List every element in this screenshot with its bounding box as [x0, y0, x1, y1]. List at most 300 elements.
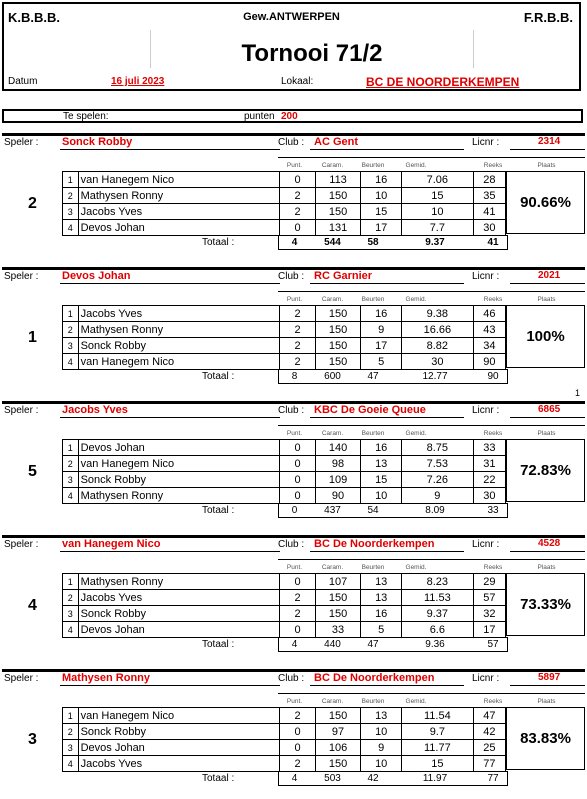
results-table	[62, 171, 506, 236]
cell-gemid: 15	[401, 188, 473, 204]
total-p: 0	[291, 505, 298, 516]
player-club: AC Gent	[314, 136, 358, 148]
cell-beurten: 13	[361, 708, 402, 724]
cell-punt: 0	[280, 440, 315, 456]
cell-beurten: 9	[361, 740, 402, 756]
federation-right: F.R.B.B.	[523, 10, 573, 25]
row-number: 1	[63, 306, 79, 322]
opponent-name: Sonck Robby	[78, 472, 280, 488]
cell-gemid: 11.77	[401, 740, 473, 756]
cell-punt: 0	[280, 574, 315, 590]
col-header-caram: Caram.	[321, 564, 344, 571]
cell-caram: 97	[315, 724, 361, 740]
cell-gemid: 10	[401, 204, 473, 220]
cell-beurten: 16	[361, 440, 402, 456]
row-number: 2	[63, 724, 79, 740]
results-table	[62, 573, 506, 638]
opponent-name: van Hanegem Nico	[78, 456, 280, 472]
cell-caram: 140	[315, 440, 361, 456]
player-rank: 4	[28, 597, 37, 614]
col-header-caram: Caram.	[321, 296, 344, 303]
player-club: RC Garnier	[314, 270, 373, 282]
header-rule	[278, 291, 585, 292]
cell-reeks: 46	[473, 306, 505, 322]
club-underline	[310, 551, 464, 552]
total-p: 4	[291, 237, 298, 248]
cell-caram: 150	[315, 322, 361, 338]
speler-label: Speler :	[4, 405, 39, 416]
col-header-beurten: Beurten	[361, 698, 385, 705]
total-c: 503	[324, 773, 341, 784]
speler-label: Speler :	[4, 271, 39, 282]
row-number: 2	[63, 322, 79, 338]
cell-caram: 131	[315, 220, 361, 236]
total-p: 8	[291, 371, 298, 382]
cell-gemid: 11.53	[401, 590, 473, 606]
cell-gemid: 8.23	[401, 574, 473, 590]
total-b: 47	[367, 371, 379, 382]
date-value: 16 juli 2023	[111, 76, 165, 87]
cell-reeks: 25	[473, 740, 505, 756]
total-r: 57	[487, 639, 499, 650]
cell-reeks: 28	[473, 172, 505, 188]
header-rule	[278, 693, 585, 694]
col-header-beurten: Beurten	[361, 430, 385, 437]
row-number: 4	[63, 354, 79, 370]
col-header-caram: Caram.	[321, 698, 344, 705]
player-name: Mathysen Ronny	[62, 672, 151, 684]
cell-beurten: 16	[361, 306, 402, 322]
col-header-caram: Caram.	[321, 162, 344, 169]
col-header-beurten: Beurten	[361, 162, 385, 169]
col-header-reeks: Reeks	[483, 430, 503, 437]
table-row	[63, 188, 506, 204]
header-rule	[278, 425, 585, 426]
cell-beurten: 10	[361, 188, 402, 204]
table-row	[63, 322, 506, 338]
col-header-reeks: Reeks	[483, 698, 503, 705]
name-underline	[60, 283, 280, 284]
table-row	[63, 306, 506, 322]
player-licnr: 4528	[538, 538, 561, 549]
player-name: Sonck Robby	[62, 136, 133, 148]
opponent-name: Mathysen Ronny	[78, 574, 280, 590]
cell-reeks: 22	[473, 472, 505, 488]
te-spelen-label: Te spelen:	[63, 111, 109, 122]
cell-caram: 150	[315, 306, 361, 322]
cell-caram: 106	[315, 740, 361, 756]
cell-beurten: 13	[361, 590, 402, 606]
table-row	[63, 456, 506, 472]
player-block	[2, 401, 585, 531]
cell-reeks: 29	[473, 574, 505, 590]
club-underline	[310, 417, 464, 418]
cell-beurten: 16	[361, 172, 402, 188]
cell-gemid: 7.26	[401, 472, 473, 488]
cell-gemid: 8.75	[401, 440, 473, 456]
cell-gemid: 7.53	[401, 456, 473, 472]
total-c: 440	[324, 639, 341, 650]
licnr-underline	[510, 417, 585, 418]
opponent-name: Devos Johan	[78, 220, 280, 236]
cell-reeks: 31	[473, 456, 505, 472]
opponent-name: Sonck Robby	[78, 338, 280, 354]
totaal-label: Totaal :	[202, 505, 235, 516]
results-table	[62, 707, 506, 772]
total-r: 41	[487, 237, 499, 248]
licnr-underline	[510, 685, 585, 686]
total-g: 8.09	[425, 505, 445, 516]
venue-value: BC DE NOORDERKEMPEN	[366, 75, 520, 89]
player-block	[2, 133, 585, 263]
licnr-label: Licnr :	[472, 673, 500, 684]
opponent-name: Mathysen Ronny	[78, 488, 280, 504]
cell-caram: 150	[315, 354, 361, 370]
total-g: 11.97	[422, 773, 448, 784]
cell-beurten: 15	[361, 472, 402, 488]
cell-punt: 2	[280, 204, 315, 220]
total-g: 12.77	[422, 371, 448, 382]
cell-reeks: 43	[473, 322, 505, 338]
total-b: 54	[367, 505, 379, 516]
cell-beurten: 5	[361, 622, 402, 638]
cell-gemid: 9.37	[401, 606, 473, 622]
cell-beurten: 17	[361, 220, 402, 236]
row-number: 3	[63, 338, 79, 354]
cell-caram: 150	[315, 204, 361, 220]
table-row	[63, 440, 506, 456]
col-header-punt: Punt.	[286, 698, 303, 705]
row-number: 3	[63, 740, 79, 756]
totaal-label: Totaal :	[202, 237, 235, 248]
table-row	[63, 172, 506, 188]
cell-reeks: 30	[473, 220, 505, 236]
player-licnr: 6865	[538, 404, 561, 415]
col-header-gemid: Gemid.	[405, 698, 427, 705]
cell-punt: 2	[280, 188, 315, 204]
table-row	[63, 606, 506, 622]
cell-caram: 150	[315, 606, 361, 622]
cell-punt: 2	[280, 306, 315, 322]
table-row	[63, 472, 506, 488]
row-number: 4	[63, 756, 79, 772]
row-number: 1	[63, 574, 79, 590]
cell-reeks: 34	[473, 338, 505, 354]
table-row	[63, 354, 506, 370]
cell-gemid: 8.82	[401, 338, 473, 354]
name-underline	[60, 149, 280, 150]
opponent-name: van Hanegem Nico	[78, 172, 280, 188]
cell-caram: 90	[315, 488, 361, 504]
total-b: 42	[367, 773, 379, 784]
player-block	[2, 267, 585, 397]
totals-box	[278, 369, 508, 384]
cell-beurten: 5	[361, 354, 402, 370]
player-licnr: 5897	[538, 672, 561, 683]
cell-caram: 33	[315, 622, 361, 638]
cell-beurten: 10	[361, 488, 402, 504]
col-header-gemid: Gemid.	[405, 430, 427, 437]
player-rank: 2	[28, 195, 37, 212]
player-rank: 1	[28, 329, 37, 346]
cell-reeks: 41	[473, 204, 505, 220]
row-number: 1	[63, 708, 79, 724]
col-header-gemid: Gemid.	[405, 296, 427, 303]
totaal-label: Totaal :	[202, 639, 235, 650]
col-header-plaats: Plaats	[537, 564, 556, 571]
player-club: BC De Noorderkempen	[314, 672, 435, 684]
row-number: 3	[63, 472, 79, 488]
cell-reeks: 42	[473, 724, 505, 740]
cell-caram: 150	[315, 756, 361, 772]
opponent-name: Devos Johan	[78, 740, 280, 756]
col-header-reeks: Reeks	[483, 296, 503, 303]
player-percentage: 100%	[526, 328, 565, 345]
cell-beurten: 17	[361, 338, 402, 354]
cell-reeks: 30	[473, 488, 505, 504]
table-row	[63, 220, 506, 236]
opponent-name: Jacobs Yves	[78, 590, 280, 606]
player-percentage: 72.83%	[520, 462, 571, 479]
club-label: Club :	[278, 137, 305, 148]
total-c: 544	[324, 237, 341, 248]
cell-caram: 109	[315, 472, 361, 488]
total-c: 437	[324, 505, 341, 516]
federation-left: K.B.B.B.	[8, 10, 60, 25]
cell-punt: 2	[280, 590, 315, 606]
cell-punt: 2	[280, 708, 315, 724]
opponent-name: van Hanegem Nico	[78, 354, 280, 370]
player-percentage: 90.66%	[520, 194, 571, 211]
cell-punt: 2	[280, 756, 315, 772]
player-name: van Hanegem Nico	[62, 538, 161, 550]
cell-reeks: 90	[473, 354, 505, 370]
licnr-label: Licnr :	[472, 271, 500, 282]
total-p: 4	[291, 773, 298, 784]
row-number: 2	[63, 590, 79, 606]
cell-gemid: 7.06	[401, 172, 473, 188]
col-header-beurten: Beurten	[361, 564, 385, 571]
player-block	[2, 535, 585, 665]
opponent-name: van Hanegem Nico	[78, 708, 280, 724]
col-header-reeks: Reeks	[483, 162, 503, 169]
name-underline	[60, 685, 280, 686]
cell-punt: 0	[280, 220, 315, 236]
table-row	[63, 488, 506, 504]
table-row	[63, 622, 506, 638]
speler-label: Speler :	[4, 673, 39, 684]
opponent-name: Devos Johan	[78, 440, 280, 456]
total-r: 33	[487, 505, 499, 516]
row-number: 3	[63, 606, 79, 622]
licnr-label: Licnr :	[472, 137, 500, 148]
opponent-name: Jacobs Yves	[78, 306, 280, 322]
club-underline	[310, 283, 464, 284]
cell-reeks: 47	[473, 708, 505, 724]
table-row	[63, 590, 506, 606]
opponent-name: Sonck Robby	[78, 606, 280, 622]
club-label: Club :	[278, 271, 305, 282]
cell-beurten: 13	[361, 456, 402, 472]
col-header-beurten: Beurten	[361, 296, 385, 303]
player-percentage: 73.33%	[520, 596, 571, 613]
cell-caram: 150	[315, 708, 361, 724]
cell-punt: 0	[280, 456, 315, 472]
col-header-plaats: Plaats	[537, 296, 556, 303]
name-underline	[60, 417, 280, 418]
player-licnr: 2314	[538, 136, 561, 147]
licnr-underline	[510, 551, 585, 552]
player-rank: 3	[28, 731, 37, 748]
total-b: 58	[367, 237, 379, 248]
opponent-name: Jacobs Yves	[78, 756, 280, 772]
row-number: 3	[63, 204, 79, 220]
punten-value: 200	[281, 111, 298, 122]
row-number: 1	[63, 172, 79, 188]
cell-gemid: 6.6	[401, 622, 473, 638]
header-rule	[278, 559, 585, 560]
table-row	[63, 740, 506, 756]
cell-punt: 0	[280, 724, 315, 740]
club-underline	[310, 149, 464, 150]
col-header-punt: Punt.	[286, 564, 303, 571]
te-spelen-bar	[2, 109, 583, 123]
speler-label: Speler :	[4, 137, 39, 148]
cell-punt: 2	[280, 606, 315, 622]
cell-punt: 2	[280, 354, 315, 370]
cell-reeks: 17	[473, 622, 505, 638]
punten-label: punten	[244, 111, 275, 122]
col-header-punt: Punt.	[286, 162, 303, 169]
licnr-underline	[510, 283, 585, 284]
player-name: Jacobs Yves	[62, 404, 128, 416]
col-header-plaats: Plaats	[537, 162, 556, 169]
cell-reeks: 35	[473, 188, 505, 204]
row-number: 1	[63, 440, 79, 456]
cell-beurten: 10	[361, 756, 402, 772]
totals-box	[278, 503, 508, 518]
cell-beurten: 15	[361, 204, 402, 220]
player-licnr: 2021	[538, 270, 561, 281]
col-header-reeks: Reeks	[483, 564, 503, 571]
table-row	[63, 204, 506, 220]
club-label: Club :	[278, 673, 305, 684]
opponent-name: Mathysen Ronny	[78, 322, 280, 338]
totals-box	[278, 771, 508, 786]
cell-caram: 107	[315, 574, 361, 590]
cell-caram: 150	[315, 590, 361, 606]
totals-box	[278, 637, 508, 652]
row-number: 2	[63, 188, 79, 204]
opponent-name: Jacobs Yves	[78, 204, 280, 220]
results-table	[62, 305, 506, 370]
cell-punt: 2	[280, 322, 315, 338]
header-rule	[278, 157, 585, 158]
cell-caram: 150	[315, 338, 361, 354]
table-row	[63, 708, 506, 724]
header-box	[2, 2, 581, 91]
cell-gemid: 9	[401, 488, 473, 504]
cell-punt: 0	[280, 622, 315, 638]
player-club: KBC De Goeie Queue	[314, 404, 426, 416]
cell-punt: 0	[280, 740, 315, 756]
cell-gemid: 9.7	[401, 724, 473, 740]
col-header-plaats: Plaats	[537, 698, 556, 705]
cell-beurten: 16	[361, 606, 402, 622]
row-number: 4	[63, 220, 79, 236]
table-row	[63, 724, 506, 740]
player-rank: 5	[28, 463, 37, 480]
cell-punt: 0	[280, 488, 315, 504]
licnr-label: Licnr :	[472, 539, 500, 550]
row-number: 2	[63, 456, 79, 472]
region-name: Gew.ANTWERPEN	[243, 11, 340, 23]
name-underline	[60, 551, 280, 552]
tournament-title: Tornooi 71/2	[150, 30, 474, 68]
cell-beurten: 13	[361, 574, 402, 590]
cell-punt: 2	[280, 338, 315, 354]
opponent-name: Mathysen Ronny	[78, 188, 280, 204]
cell-gemid: 7.7	[401, 220, 473, 236]
col-header-punt: Punt.	[286, 430, 303, 437]
totals-box	[278, 235, 508, 250]
cell-gemid: 15	[401, 756, 473, 772]
venue-label: Lokaal:	[281, 76, 314, 87]
cell-reeks: 33	[473, 440, 505, 456]
col-header-gemid: Gemid.	[405, 162, 427, 169]
club-label: Club :	[278, 405, 305, 416]
opponent-name: Sonck Robby	[78, 724, 280, 740]
cell-beurten: 9	[361, 322, 402, 338]
cell-caram: 98	[315, 456, 361, 472]
cell-gemid: 9.38	[401, 306, 473, 322]
table-row	[63, 756, 506, 772]
speler-label: Speler :	[4, 539, 39, 550]
col-header-caram: Caram.	[321, 430, 344, 437]
cell-gemid: 30	[401, 354, 473, 370]
club-label: Club :	[278, 539, 305, 550]
cell-beurten: 10	[361, 724, 402, 740]
cell-gemid: 11.54	[401, 708, 473, 724]
total-r: 90	[487, 371, 499, 382]
date-label: Datum	[8, 76, 38, 87]
total-r: 77	[487, 773, 499, 784]
row-number: 4	[63, 488, 79, 504]
total-c: 600	[324, 371, 341, 382]
cell-reeks: 32	[473, 606, 505, 622]
cell-caram: 113	[315, 172, 361, 188]
table-row	[63, 338, 506, 354]
player-block	[2, 669, 585, 799]
opponent-name: Devos Johan	[78, 622, 280, 638]
club-underline	[310, 685, 464, 686]
cell-caram: 150	[315, 188, 361, 204]
col-header-gemid: Gemid.	[405, 564, 427, 571]
page-number: 1	[575, 388, 581, 398]
totaal-label: Totaal :	[202, 371, 235, 382]
cell-punt: 0	[280, 472, 315, 488]
table-row	[63, 574, 506, 590]
licnr-label: Licnr :	[472, 405, 500, 416]
col-header-plaats: Plaats	[537, 430, 556, 437]
row-number: 4	[63, 622, 79, 638]
total-p: 4	[291, 639, 298, 650]
total-g: 9.36	[425, 639, 445, 650]
col-header-punt: Punt.	[286, 296, 303, 303]
results-table	[62, 439, 506, 504]
cell-reeks: 57	[473, 590, 505, 606]
licnr-underline	[510, 149, 585, 150]
